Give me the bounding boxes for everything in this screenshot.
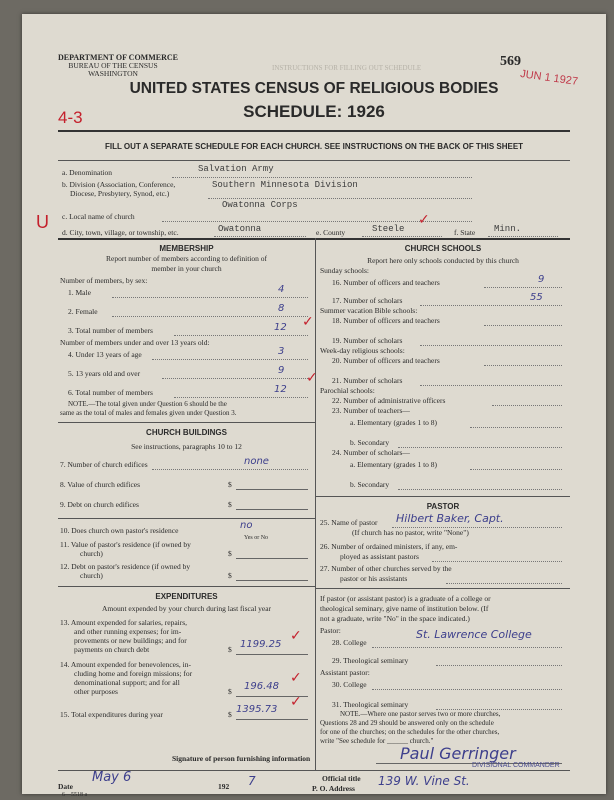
year-suffix: 7 <box>248 774 256 788</box>
teachers-elementary: a. Elementary (grades 1 to 8) <box>350 418 438 427</box>
membership-footnote-1: NOTE.—The total given under Question 6 should be the <box>68 400 227 408</box>
signature-label: Signature of person furnishing information <box>172 754 311 763</box>
vacation-schools: Summer vacation Bible schools: <box>320 306 418 315</box>
expense-13-line-1: 13. Amount expended for salaries, repairs, <box>60 618 188 627</box>
age-heading: Number of members under and over 13 years old: <box>60 338 210 347</box>
state-value: Minn. <box>494 224 522 234</box>
membership-note-2: member in your church <box>151 264 222 273</box>
graduate-note-1: If pastor (or assistant pastor) is a graduate of a college or <box>320 594 491 603</box>
sunday-officers-label: 16. Number of officers and teachers <box>332 278 440 287</box>
graduate-note-3: not a graduate, write "No" in the space indicated.) <box>320 614 470 623</box>
red-annotation-u: U <box>36 212 49 232</box>
college-value: St. Lawrence College <box>416 628 532 641</box>
expenditures-heading: EXPENDITURES <box>155 592 218 601</box>
sunday-scholars-value: 55 <box>530 292 543 303</box>
pastor-name-note: (If church has no pastor, write "None") <box>352 528 469 537</box>
pastor-footnote-4: write "See schedule for ______ church." <box>320 737 434 745</box>
po-address-value: 139 W. Vine St. <box>378 774 470 788</box>
expense-14-value: 196.48 <box>244 681 279 692</box>
expense-total-value: 1395.73 <box>236 704 278 715</box>
sunday-schools: Sunday schools: <box>320 266 369 275</box>
division-value: Southern Minnesota Division <box>212 180 358 190</box>
residence-label: 10. Does church own pastor's residence <box>60 526 179 535</box>
pastor-footnote-3: for one of the churches; on the schedules for the other churches, <box>320 728 500 736</box>
form-code: 6—5518 a <box>62 792 88 798</box>
members-by-sex: Number of members, by sex: <box>60 276 148 285</box>
state-label: f. State <box>454 228 476 237</box>
pastor-name-label: 25. Name of pastor <box>320 518 378 527</box>
denomination-label: a. Denomination <box>62 168 112 177</box>
check-mark: ✓ <box>306 370 318 386</box>
teachers-label: 23. Number of teachers— <box>332 406 410 415</box>
vacation-officers-label: 18. Number of officers and teachers <box>332 316 440 325</box>
date-label: Date <box>58 782 73 791</box>
total-members-label: 3. Total number of members <box>68 326 153 335</box>
edifice-value-label: 8. Value of church edifices <box>60 480 141 489</box>
signature-value: Paul Gerringer <box>400 744 516 763</box>
form-title: UNITED STATES CENSUS OF RELIGIOUS BODIES <box>129 80 499 97</box>
over-13-label: 5. 13 years old and over <box>68 369 141 378</box>
residence-value: no <box>240 520 253 531</box>
residence-value-label: 11. Value of pastor's residence (if owned by <box>60 540 191 549</box>
membership-footnote-2: same as the total of males and females given under Question 3. <box>60 409 237 417</box>
residence-debt-label-2: church) <box>80 571 103 580</box>
residence-debt-label: 12. Debt on pastor's residence (if owned by <box>60 562 191 571</box>
official-title-label: Official title <box>322 774 361 783</box>
check-mark: ✓ <box>418 212 430 228</box>
schedule-number: 569 <box>500 54 521 69</box>
currency-sign: $ <box>228 710 232 719</box>
seminary-label: 29. Theological seminary <box>332 656 409 665</box>
po-address-label: P. O. Address <box>312 784 355 793</box>
check-mark: ✓ <box>302 314 314 330</box>
expense-13-line-2: and other running expenses; for im- <box>74 627 182 636</box>
weekday-officers-label: 20. Number of officers and teachers <box>332 356 440 365</box>
expense-14-line-2: cluding home and foreign missions; for <box>74 669 193 678</box>
pastor-heading: PASTOR <box>426 502 460 511</box>
college-label: 28. College <box>332 638 367 647</box>
pastor-footnote-1: NOTE.—Where one pastor serves two or more churches, <box>340 710 501 718</box>
male-label: 1. Male <box>68 288 91 297</box>
membership-note-1: Report number of members according to definition of <box>106 254 267 263</box>
other-churches-label: 27. Number of other churches served by the <box>320 564 452 573</box>
currency-sign: $ <box>228 480 232 489</box>
sunday-scholars-label: 17. Number of scholars <box>332 296 403 305</box>
check-mark: ✓ <box>290 670 302 686</box>
church-name-value: Owatonna Corps <box>222 200 298 210</box>
currency-sign: $ <box>228 687 232 696</box>
over-13-value: 9 <box>278 365 285 376</box>
currency-sign: $ <box>228 571 232 580</box>
date-value: May 6 <box>92 770 132 785</box>
city-value: Owatonna <box>218 224 262 234</box>
pastor-sub-label: Pastor: <box>320 626 341 635</box>
department-header: DEPARTMENT OF COMMERCE BUREAU OF THE CENSUS WASHINGTON <box>58 53 179 78</box>
division-label-2: Diocese, Presbytery, Synod, etc.) <box>70 189 170 198</box>
expense-13-line-4: payments on church debt <box>74 645 150 654</box>
scholars-secondary: b. Secondary <box>350 480 390 489</box>
teachers-secondary: b. Secondary <box>350 438 390 447</box>
county-value: Steele <box>372 224 405 234</box>
weekday-schools: Week-day religious schools: <box>320 346 405 355</box>
official-title-stamp: DIVISIONAL COMMANDER <box>472 762 560 769</box>
total-members-value: 12 <box>274 322 287 333</box>
assistant-seminary-label: 31. Theological seminary <box>332 700 409 709</box>
ministers-label-2: ployed as assistant pastors <box>340 552 419 561</box>
sunday-officers-value: 9 <box>538 274 545 285</box>
faint-reverse-text: INSTRUCTIONS FOR FILLING OUT SCHEDULE <box>272 64 422 72</box>
under-13-value: 3 <box>278 346 285 357</box>
instruction-line: FILL OUT A SEPARATE SCHEDULE FOR EACH CHURCH. SEE INSTRUCTIONS ON THE BACK OF THIS SHEET <box>104 142 524 151</box>
residence-value-label-2: church) <box>80 549 103 558</box>
male-value: 4 <box>278 284 285 295</box>
scholars-elementary: a. Elementary (grades 1 to 8) <box>350 460 438 469</box>
division-label: b. Division (Association, Conference, <box>62 180 176 189</box>
edifice-debt-label: 9. Debt on church edifices <box>60 500 139 509</box>
church-name-label: c. Local name of church <box>62 212 135 221</box>
county-label: e. County <box>316 228 346 237</box>
schools-heading: CHURCH SCHOOLS <box>404 244 482 253</box>
vacation-scholars-label: 19. Number of scholars <box>332 336 403 345</box>
edifices-value: none <box>244 456 269 467</box>
admin-officers-label: 22. Number of administrative officers <box>332 396 446 405</box>
weekday-scholars-label: 21. Number of scholars <box>332 376 403 385</box>
currency-sign: $ <box>228 500 232 509</box>
buildings-heading: CHURCH BUILDINGS <box>146 428 227 437</box>
membership-heading: MEMBERSHIP <box>159 244 214 253</box>
form-subtitle: SCHEDULE: 1926 <box>243 102 385 121</box>
edifices-label: 7. Number of church edifices <box>60 460 148 469</box>
assistant-label: Assistant pastor: <box>320 668 370 677</box>
year-prefix: 192 <box>218 782 230 791</box>
city-label: d. City, town, village, or township, etc. <box>62 228 179 237</box>
date-stamp: JUN 1 1927 <box>519 68 579 88</box>
expense-13-value: 1199.25 <box>240 639 282 650</box>
female-label: 2. Female <box>68 307 98 316</box>
graduate-note-2: theological seminary, give name of institution below. (If <box>320 604 489 613</box>
under-13-label: 4. Under 13 years of age <box>68 350 142 359</box>
ministers-label: 26. Number of ordained ministers, if any, em- <box>320 542 458 551</box>
buildings-note: See instructions, paragraphs 10 to 12 <box>131 442 242 451</box>
assistant-college-label: 30. College <box>332 680 367 689</box>
scholars-label: 24. Number of scholars— <box>332 448 410 457</box>
expense-14-line-4: other purposes <box>74 687 118 696</box>
expenditures-note: Amount expended by your church during last fiscal year <box>101 604 272 613</box>
denomination-value: Salvation Army <box>198 164 274 174</box>
census-form <box>22 14 606 798</box>
check-mark: ✓ <box>290 694 302 710</box>
check-mark: ✓ <box>290 628 302 644</box>
red-annotation-code: 4-3 <box>58 108 83 127</box>
pastor-footnote-2: Questions 28 and 29 should be answered only on the schedule <box>320 719 494 727</box>
expense-total-label: 15. Total expenditures during year <box>60 710 163 719</box>
yes-or-no: Yes or No <box>244 535 269 541</box>
female-value: 8 <box>278 303 285 314</box>
pastor-name-value: Hilbert Baker, Capt. <box>396 512 504 525</box>
currency-sign: $ <box>228 549 232 558</box>
expense-14-line-1: 14. Amount expended for benevolences, in- <box>60 660 192 669</box>
currency-sign: $ <box>228 645 232 654</box>
total-members-2-value: 12 <box>274 384 287 395</box>
expense-14-line-3: denominational support; and for all <box>74 678 180 687</box>
total-members-2-label: 6. Total number of members <box>68 388 153 397</box>
other-churches-label-2: pastor or his assistants <box>340 574 408 583</box>
parochial-schools: Parochial schools: <box>320 386 375 395</box>
expense-13-line-3: provements or new buildings; and for <box>74 636 187 645</box>
schools-note: Report here only schools conducted by this church <box>367 256 519 265</box>
